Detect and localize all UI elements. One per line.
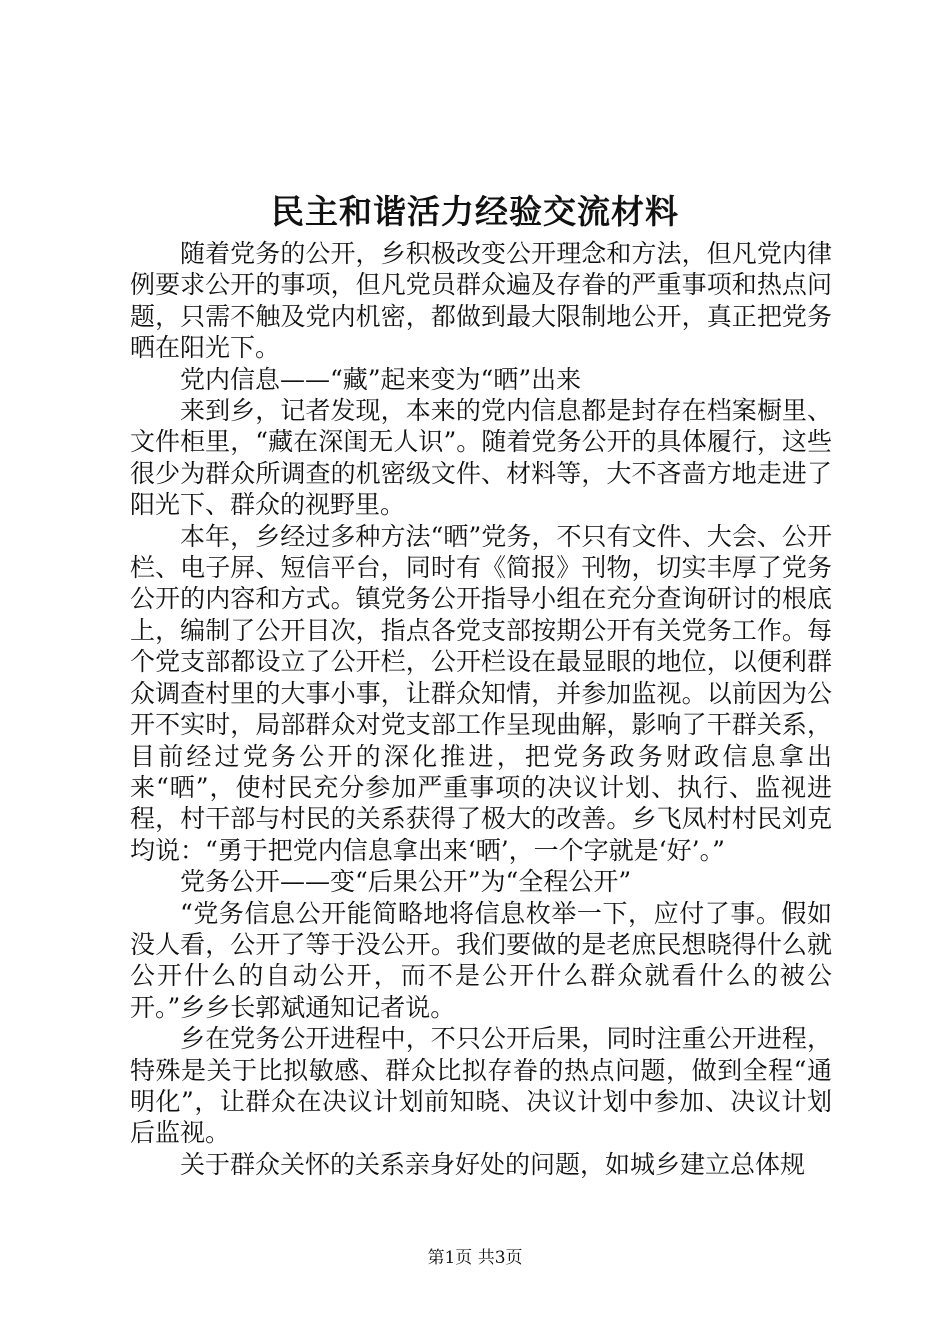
section-heading-2: 党务公开——变“后果公开”为“全程公开” [180, 867, 632, 897]
document-body [130, 238, 832, 1180]
paragraph: “党务信息公开能简略地将信息枚举一下，应付了事。假如没人看，公开了等于没公开。我们要做的是老庶民想晓得什么就公开什么的自动公开，而不是公开什么群众就看什么的被公开。”乡乡长郭斌通知记者说。 [130, 898, 832, 1022]
page-number-footer: 第1页 共3页 [427, 1248, 523, 1268]
paragraph: 来到乡，记者发现，本来的党内信息都是封存在档案橱里、文件柜里，“藏在深闺无人识”。随着党务公开的具体履行，这些很少为群众所调查的机密级文件、材料等，大不吝啬方地走进了阳光下、群众的视野里。 [130, 396, 832, 520]
document-title: 民主和谐活力经验交流材料 [271, 192, 679, 231]
section-heading-1: 党内信息——“藏”起来变为“晒”出来 [180, 364, 582, 394]
paragraph: 乡在党务公开进程中，不只公开后果，同时注重公开进程，特殊是关于比拟敏感、群众比拟存眷的热点问题，做到全程“通明化”，让群众在决议计划前知晓、决议计划中参加、决议计划后监视。 [130, 1024, 832, 1148]
paragraph: 本年，乡经过多种方法“晒”党务，不只有文件、大会、公开栏、电子屏、短信平台，同时有《简报》刊物，切实丰厚了党务公开的内容和方式。镇党务公开指导小组在充分查询研讨的根底上，编制了公开目次，指点各党支部按期公开有关党务工作。每个党支部都设立了公开栏，公开栏设在最显眼的地位，以便利群众调查村里的大事小事，让群众知情，并参加监视。以前因为公开不实时，局部群众对党支部工作呈现曲解，影响了干群关系，目前经过党务公开的深化推进，把党务政务财政信息拿出来“晒”，使村民充分参加严重事项的决议计划、执行、监视进程，村干部与村民的关系获得了极大的改善。乡飞凤村村民刘克均说：“勇于把党内信息拿出来‘晒’，一个字就是‘好’。” [130, 521, 832, 865]
paragraph-intro: 随着党务的公开，乡积极改变公开理念和方法，但凡党内律例要求公开的事项，但凡党员群众遍及存眷的严重事项和热点问题，只需不触及党内机密，都做到最大限制地公开，真正把党务晒在阳光下。 [130, 239, 832, 363]
paragraph: 关于群众关怀的关系亲身好处的问题，如城乡建立总体规 [180, 1149, 806, 1179]
